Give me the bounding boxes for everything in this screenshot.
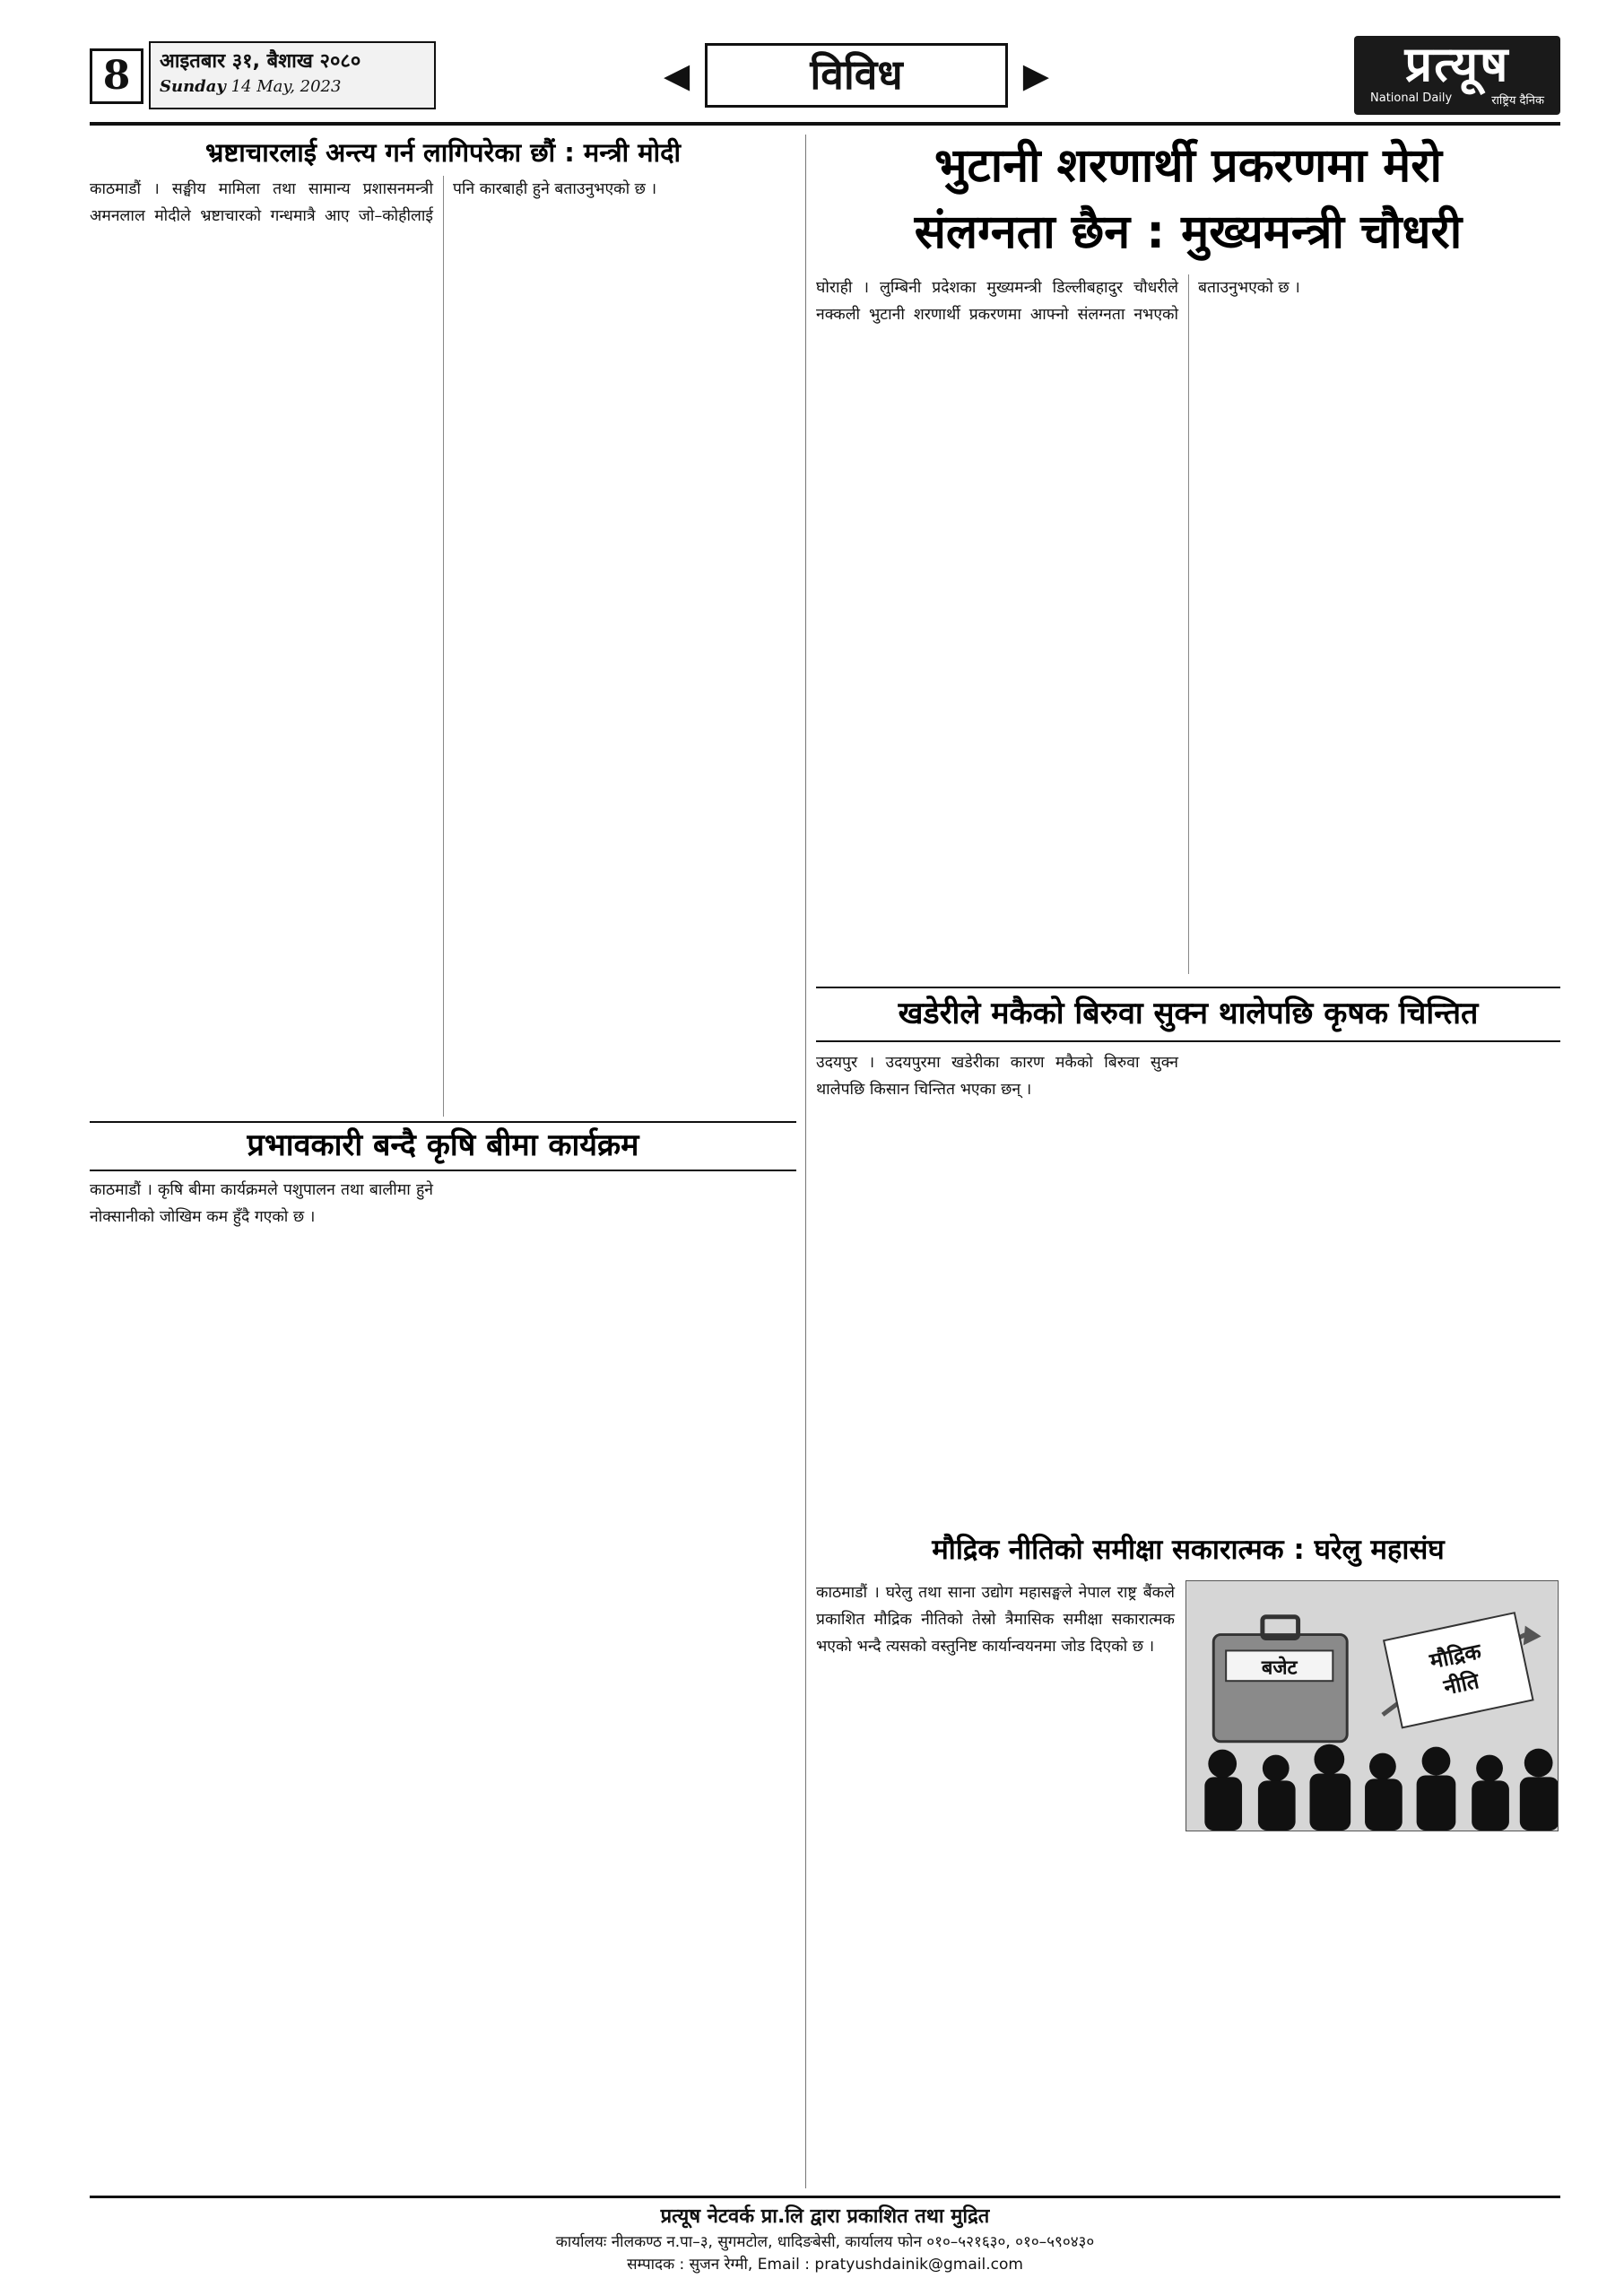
date-box: [149, 41, 436, 109]
footer-publisher: प्रत्यूष नेटवर्क प्रा.लि द्वारा प्रकाशित तथा मुद्रित: [660, 2205, 990, 2228]
headline-maudrik: मौद्रिक नीतिको समीक्षा सकारात्मक : घरेलु महासंघ: [932, 1534, 1445, 1566]
left-arrow-icon: ◀: [664, 56, 690, 95]
paragraph: काठमाडौं । कृषि बीमा कार्यक्रमले पशुपालन तथा बालीमा हुने नोक्सानीको जोखिम कम हुँदै गएको छ ।: [90, 1181, 433, 1227]
budget-label: बजेट: [1261, 1657, 1298, 1680]
section-label: विविध: [705, 43, 1008, 108]
monetary-policy-illustration: [1185, 1580, 1559, 1831]
right-arrow-icon: ▶: [1022, 56, 1049, 95]
logo-name: प्रत्यूष: [1404, 35, 1510, 92]
date-english: [160, 77, 425, 96]
article-makai: [816, 987, 1560, 1525]
paragraph: उदयपुर । उदयपुरमा खडेरीका कारण मकैको बिरुवा सुक्न थालेपछि किसान चिन्तित भएका छन् ।: [816, 1054, 1178, 1100]
logo-tag-right: राष्ट्रिय दैनिक: [1491, 94, 1544, 108]
headline-krishi: प्रभावकारी बन्दै कृषि बीमा कार्यक्रम: [90, 1121, 796, 1171]
date-english-day: Sunday: [160, 77, 226, 96]
section-label-wrap: [664, 43, 1049, 108]
illustration-graphic: [1186, 1581, 1558, 1831]
column-divider: [805, 135, 806, 2188]
article-body-makai: [816, 1049, 1560, 1516]
newspaper-logo: [1354, 36, 1560, 115]
paragraph: काठमाडौं । सङ्घीय मामिला तथा सामान्य प्रशासनमन्त्री अमनलाल मोदीले भ्रष्टाचारको गन्धमात्रै आए जो–कोहीलाई पनि कारबाही हुने बताउनुभएको छ ।: [90, 180, 657, 226]
page-number: 8: [90, 48, 143, 104]
page-footer: [90, 2196, 1560, 2274]
footer-editor-email: सम्पादक : सुजन रेग्मी, Email : pratyushdainik@gmail.com: [627, 2256, 1023, 2274]
paragraph: घोराही । लुम्बिनी प्रदेशका मुख्यमन्त्री डिल्लीबहादुर चौधरीले नक्कली भुटानी शरणार्थी प्रकरणमा आफ्नो संलग्नता नभएको बताउनुभएको छ ।: [816, 279, 1300, 325]
headline-modi: भ्रष्टाचारलाई अन्त्य गर्न लागिपरेका छौं : मन्त्री मोदी: [204, 137, 682, 168]
article-body-maudrik: [816, 1579, 1175, 2188]
article-body-krishi: [90, 1177, 796, 2186]
article-modi: [90, 135, 796, 1117]
footer-address: कार्यालयः नीलकण्ठ न.पा–३, सुगमटोल, धादिङबेसी, कार्यालय फोन ०१०–५२१६३०, ०१०–५९०४३०: [555, 2233, 1095, 2251]
date-nepali: आइतबार ३१, बैशाख २०८०: [160, 50, 361, 73]
date-english-date: 14 May, 2023: [230, 77, 342, 96]
policy-label-2: नीति: [1441, 1668, 1481, 1700]
header-rule: [90, 122, 1560, 126]
logo-tag-left: National Daily: [1370, 91, 1453, 105]
article-bhutani: [816, 133, 1560, 980]
policy-label-1: मौद्रिक: [1427, 1639, 1484, 1674]
logo-tagline: [1354, 91, 1560, 108]
headline-bhutani-line2: संलग्नता छैन : मुख्यमन्त्री चौधरी: [914, 205, 1463, 259]
article-body-bhutani: [816, 274, 1560, 974]
article-krishi: [90, 1121, 796, 2188]
article-body-modi: [90, 176, 796, 1117]
headline-makai: खडेरीले मकैको बिरुवा सुक्न थालेपछि कृषक चिन्तित: [816, 987, 1560, 1042]
paragraph: काठमाडौं । घरेलु तथा साना उद्योग महासङ्घले नेपाल राष्ट्र बैंकले प्रकाशित मौद्रिक नीतिको तेस्रो त्रैमासिक समीक्षा सकारात्मक भएको भन्दै त्यसको वस्तुनिष्ट कार्यान्वयनमा जोड दिएको छ ।: [816, 1584, 1175, 1657]
page-header: [90, 36, 1560, 117]
headline-bhutani-line1: भुटानी शरणार्थी प्रकरणमा मेरो: [934, 139, 1443, 193]
